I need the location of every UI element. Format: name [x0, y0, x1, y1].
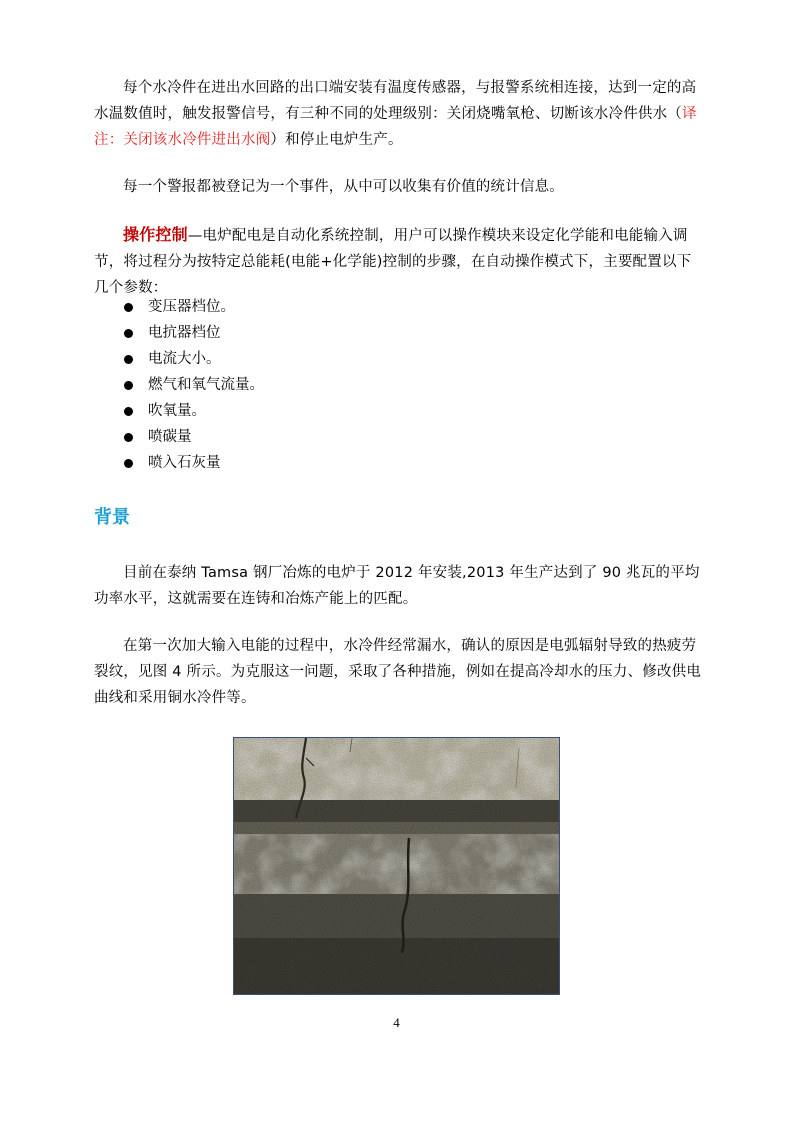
paragraph-temperature-sensors-text: 每个水冷件在进出水回路的出口端安装有温度传感器，与报警系统相连接，达到一定的高水温数值时，触发报警信号，有三种不同的处理级别：关闭烧嘴氧枪、切断该水冷件供水（ [94, 80, 697, 122]
bullet-icon [124, 329, 133, 338]
paragraph-alarm-events: 每一个警报都被登记为一个事件，从中可以收集有价值的统计信息。 [123, 179, 564, 195]
photo-image [234, 738, 560, 995]
parameter-list [120, 294, 264, 476]
bullet-icon [124, 459, 133, 468]
operation-control-term: 操作控制 [123, 225, 188, 244]
list-item [120, 424, 264, 450]
bullet-icon [124, 433, 133, 442]
list-item-text: 喷碳量 [148, 429, 192, 445]
translator-note: 译注：关闭该水冷件进出水阀 [94, 106, 697, 148]
paragraph-temperature-sensors [94, 75, 704, 153]
list-item [120, 398, 264, 424]
list-item-text: 燃气和氧气流量。 [148, 377, 264, 393]
page-number: 4 [393, 1015, 400, 1030]
paragraph-temperature-sensors-end: ）和停止电炉生产。 [270, 132, 403, 148]
list-item-text: 变压器档位。 [148, 299, 235, 315]
list-item [120, 372, 264, 398]
list-item [120, 320, 264, 346]
paragraph-furnace-background: 目前在泰纳 Tamsa 钢厂冶炼的电炉于 2012 年安装,2013 年生产达到了 90 兆瓦的平均功率水平，这就需要在连铸和冶炼产能上的匹配。 [94, 565, 700, 607]
list-item [120, 450, 264, 476]
list-item-text: 吹氧量。 [148, 403, 206, 419]
list-item-text: 电抗器档位 [148, 325, 221, 341]
bullet-icon [124, 381, 133, 390]
paragraph-water-leak: 在第一次加大输入电能的过程中，水冷件经常漏水，确认的原因是电弧辐射导致的热疲劳裂纹，见图 4 所示。为克服这一问题，采取了各种措施，例如在提高冷却水的压力、修改供电曲线和采用铜水冷件等。 [94, 638, 702, 706]
list-item-text: 喷入石灰量 [148, 455, 221, 471]
paragraph-operation-control [94, 222, 704, 301]
list-item [120, 294, 264, 320]
bullet-icon [124, 355, 133, 364]
list-item [120, 346, 264, 372]
figure-cracked-panel-photo [233, 737, 560, 995]
bullet-icon [124, 303, 133, 312]
operation-control-text: —电炉配电是自动化系统控制，用户可以操作模块来设定化学能和电能输入调节，将过程分为按特定总能耗(电能+化学能)控制的步骤，在自动操作模式下，主要配置以下几个参数： [94, 228, 692, 296]
section-heading: 背景 [94, 507, 130, 528]
bullet-icon [124, 407, 133, 416]
list-item-text: 电流大小。 [148, 351, 221, 367]
